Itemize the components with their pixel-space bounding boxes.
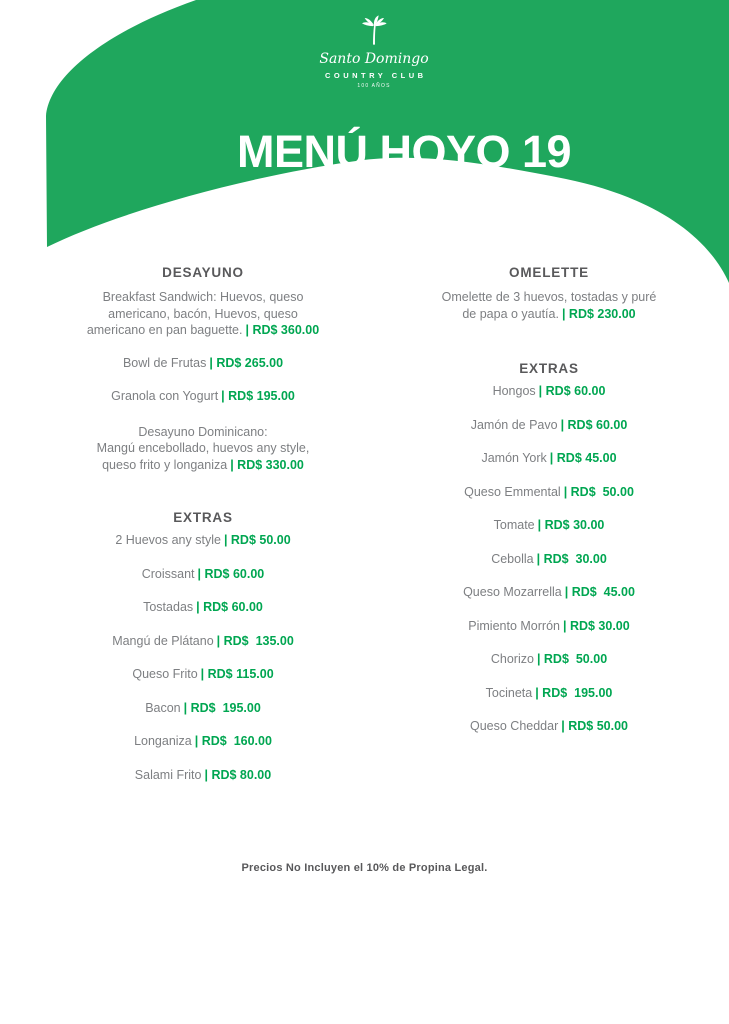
palm-tree-icon <box>358 14 390 46</box>
logo-script-name: Santo Domingo <box>319 51 429 67</box>
item-name: Tocineta <box>485 685 533 700</box>
item-description-line: americano en pan baguette. <box>86 323 243 337</box>
menu-item <box>419 586 679 599</box>
item-name: Granola con Yogurt <box>111 389 219 403</box>
menu-item <box>419 385 679 398</box>
item-price: | RD$ 50.00 <box>223 533 291 547</box>
item-description-line: Mangú encebollado, huevos any style, <box>96 441 310 455</box>
footer-note: Precios No Incluyen el 10% de Propina Legal. <box>241 862 488 874</box>
menu-item <box>73 357 333 370</box>
left-column <box>73 258 333 802</box>
item-price: | RD$ 60.00 <box>538 384 606 398</box>
menu-item <box>419 720 679 733</box>
item-price: | RD$ 195.00 <box>183 700 261 715</box>
item-name: Queso Mozarrella <box>463 585 562 599</box>
menu-item-omelette <box>419 289 679 322</box>
section-heading-omelette: OMELETTE <box>509 265 589 280</box>
item-name: Salami Frito <box>134 767 202 782</box>
menu-item <box>73 735 333 748</box>
menu-item <box>419 486 679 499</box>
item-price: | RD$ 195.00 <box>535 685 613 700</box>
menu-item-desayuno-dominicano <box>73 424 333 474</box>
logo-country-club-label: COUNTRY CLUB <box>324 71 427 80</box>
item-price: | RD$ 80.00 <box>204 767 272 782</box>
menu-item <box>419 620 679 633</box>
item-price: | RD$ 60.00 <box>196 600 263 614</box>
menu-item <box>73 601 333 614</box>
item-name: Queso Frito <box>132 667 198 681</box>
item-name: Queso Cheddar <box>470 719 559 733</box>
item-price: | RD$ 160.00 <box>194 734 272 748</box>
item-price: | RD$ 50.00 <box>536 652 608 666</box>
item-price: | RD$ 360.00 <box>245 323 320 337</box>
section-heading-extras-left: EXTRAS <box>173 510 233 525</box>
menu-item <box>419 653 679 666</box>
item-description-line: Breakfast Sandwich: Huevos, queso <box>102 290 304 304</box>
section-heading-desayuno: DESAYUNO <box>162 265 244 280</box>
menu-item <box>73 568 333 581</box>
menu-item-breakfast-sandwich <box>73 289 333 339</box>
item-price: | RD$ 50.00 <box>561 719 628 733</box>
logo-tagline: 100 AÑOS <box>357 83 391 89</box>
item-name: Hongos <box>492 384 536 398</box>
item-description-line: de papa o yautía. <box>462 306 559 321</box>
item-name: Mangú de Plátano <box>112 633 214 648</box>
menu-item <box>419 452 679 465</box>
item-price: | RD$ 30.00 <box>562 618 630 633</box>
item-name: Tostadas <box>143 600 194 614</box>
menu-item <box>419 687 679 700</box>
item-price: | RD$ 265.00 <box>209 355 284 370</box>
item-name: Jamón de Pavo <box>470 417 558 432</box>
menu-item <box>73 635 333 648</box>
item-price: | RD$ 45.00 <box>564 585 635 599</box>
item-price: | RD$ 30.00 <box>537 518 605 532</box>
item-price: | RD$ 45.00 <box>549 451 617 465</box>
item-description-line: Desayuno Dominicano: <box>138 424 268 439</box>
item-name: Jamón York <box>481 451 547 465</box>
item-name: Longaniza <box>134 734 192 748</box>
item-name: Cebolla <box>491 551 534 566</box>
item-description-line: Omelette de 3 huevos, tostadas y puré <box>441 290 657 304</box>
item-price: | RD$ 135.00 <box>216 633 294 648</box>
menu-item <box>73 534 333 547</box>
page-title: MENÚ HOYO 19 <box>236 126 572 178</box>
item-name: Bacon <box>145 700 181 715</box>
item-price: | RD$ 60.00 <box>560 417 628 432</box>
club-logo <box>284 14 464 89</box>
item-name: Croissant <box>141 566 195 581</box>
item-name: 2 Huevos any style <box>115 533 221 547</box>
menu-item <box>73 769 333 782</box>
item-name: Bowl de Frutas <box>122 355 207 370</box>
item-price: | RD$ 330.00 <box>230 457 304 472</box>
item-name: Queso Emmental <box>464 484 561 499</box>
item-description-line: queso frito y longaniza <box>102 457 228 472</box>
item-price: | RD$ 230.00 <box>561 306 636 321</box>
item-name: Tomate <box>493 518 535 532</box>
menu-item <box>419 519 679 532</box>
item-price: | RD$ 50.00 <box>563 484 634 499</box>
item-price: | RD$ 195.00 <box>221 389 295 403</box>
item-price: | RD$ 30.00 <box>536 551 607 566</box>
menu-item <box>73 702 333 715</box>
item-name: Chorizo <box>490 652 534 666</box>
right-column <box>419 258 679 754</box>
menu-item <box>73 390 333 403</box>
section-heading-extras-right: EXTRAS <box>519 361 579 376</box>
item-description-line: americano, bacón, Huevos, queso <box>108 306 298 321</box>
item-price: | RD$ 60.00 <box>197 566 265 581</box>
menu-item <box>419 553 679 566</box>
item-name: Pimiento Morrón <box>468 618 560 633</box>
item-price: | RD$ 115.00 <box>200 667 274 681</box>
menu-item <box>419 419 679 432</box>
menu-item <box>73 668 333 681</box>
